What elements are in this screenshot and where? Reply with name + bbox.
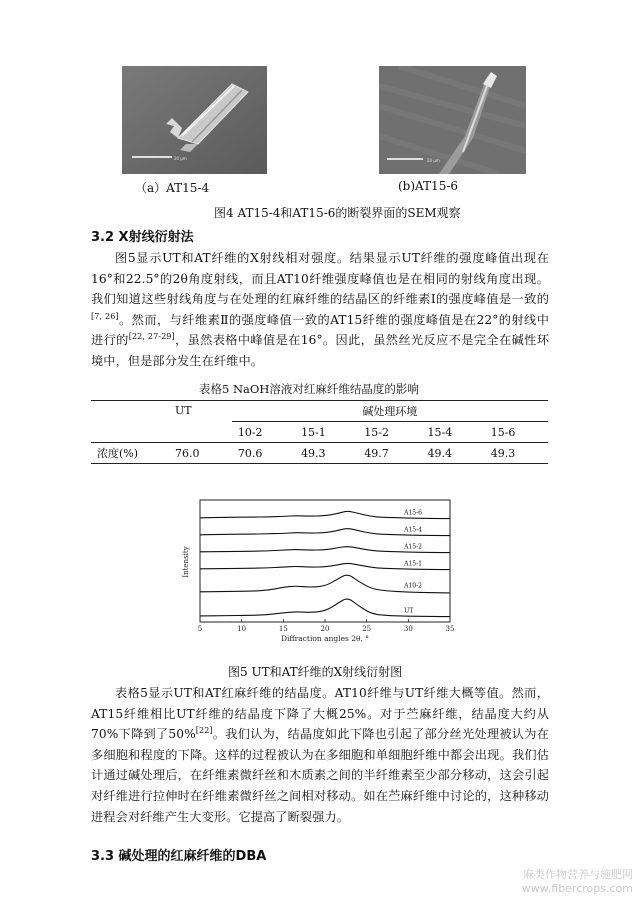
sem-image-at15-4: [122, 66, 267, 174]
x-tick-label: 5: [197, 625, 203, 633]
sem-at15-6-graphic: [379, 66, 526, 174]
watermark-line2: www.fibercrops.com: [521, 882, 633, 895]
para1-text1: 图5显示UT和AT纤维的X射线相对强度。结果显示UT纤维的强度峰值出现在16°和22.5°的2θ角度射线，而且AT10纤维强度峰值也是在相同的射线角度出现。我们知道这些射线角度与在处理的红麻纤维的结晶区的纤维素Ⅰ的强度峰值是一致的: [91, 251, 549, 307]
figure5-caption: 图5 UT和AT纤维的X射线衍射图: [228, 665, 403, 679]
section-3-3-heading: 3.3 碱处理的红麻纤维的DBA: [91, 849, 267, 864]
table5-group-header: 碱处理环境: [232, 401, 548, 422]
table5-ut-value: 76.0: [175, 446, 200, 460]
para2-ref1: [22]: [195, 726, 213, 736]
figure4-panel-a-caption: （a）AT15-4: [135, 181, 210, 195]
watermark: [522, 868, 633, 896]
series-label-a15-6: A15-6: [404, 509, 422, 517]
table5-value: 49.7: [364, 446, 389, 460]
x-tick-label: 25: [362, 625, 372, 633]
table-row: [91, 443, 548, 464]
watermark-line1: 麻类作物营养与施肥网: [523, 868, 633, 881]
figure4-panel-b-caption: (b)AT15-6: [398, 179, 459, 193]
svg-text:20 μm: 20 μm: [427, 158, 440, 163]
table5-grid: [91, 400, 548, 464]
x-tick-label: 10: [237, 625, 247, 633]
xrd-chart: [178, 496, 458, 646]
sem-image-at15-6: [379, 66, 526, 174]
x-tick-label: 15: [278, 625, 288, 633]
table5-value: 70.6: [237, 446, 263, 460]
para2-text2: 。我们认为，结晶度如此下降也引起了部分丝光处理被认为在多细胞和程度的下降。这样的过程被认为在多细胞和单细胞纤维中都会出现。我们估计通过碱处理后，在纤维素微纤丝和木质素之间的半纤维素至少部分移动，这会引起对纤维进行拉伸时在纤维素微纤丝之间相对移动。如在苎麻纤维中讨论的，这种移动进程会对纤维产生大变形。它提高了断裂强力。: [91, 727, 550, 824]
figure4-caption: 图4 AT15-4和AT15-6的断裂界面的SEM观察: [214, 206, 461, 220]
table5-value: 49.3: [301, 446, 326, 460]
table5-subheader: 15-1: [301, 425, 326, 439]
table5-value: 49.3: [490, 446, 516, 460]
series-label-a15-4: A15-4: [404, 526, 422, 534]
sem-at15-4-graphic: [122, 66, 267, 174]
para1-text2: 。然而，与纤维素Ⅱ的强度峰值一致的AT15纤维的强度峰值是在22°的射线中进行的: [91, 312, 549, 348]
table5-subheader: 15-2: [364, 425, 389, 439]
table5-subheader: 15-6: [490, 425, 516, 439]
para2-text1: 表格5显示UT和AT红麻纤维的结晶度。AT10纤维与UT纤维大概等值。然而，AT15纤维相比UT纤维的结晶度下降了大概25%。对于苎麻纤维，结晶度大约从70%下降到了50%: [91, 686, 549, 742]
table5-row-label: 浓度(%): [97, 447, 139, 460]
series-label-a15-2: A15-2: [404, 543, 422, 551]
table5-subheader: 10-2: [237, 425, 263, 439]
x-axis-label: Diffraction angles 2θ, °: [280, 634, 370, 643]
x-tick-label: 20: [320, 625, 330, 633]
paragraph-crystallinity: [91, 683, 549, 827]
table5-value: 49.4: [427, 446, 452, 460]
series-label-a10-2: A10-2: [404, 582, 422, 590]
y-axis-label: Intensity: [182, 546, 190, 578]
table5-corner: [91, 401, 169, 443]
table5-caption: 表格5 NaOH溶液对红麻纤维结晶度的影响: [199, 382, 419, 396]
table5-ut-header: UT: [175, 404, 192, 417]
x-tick-label: 30: [403, 625, 413, 633]
x-tick-label: 35: [445, 625, 455, 633]
section-3-2-heading: 3.2 X射线衍射法: [91, 230, 194, 245]
table5-subheader: 15-4: [427, 425, 453, 439]
series-label-ut: UT: [404, 607, 414, 615]
para1-ref2: [22, 27-29]: [128, 332, 175, 342]
series-label-a15-1: A15-1: [404, 560, 422, 568]
xrd-chart-svg: [178, 496, 458, 646]
paragraph-xrd-results: [91, 248, 549, 372]
svg-text:20 μm: 20 μm: [174, 156, 187, 161]
table5: [91, 400, 548, 464]
para1-text3: ，虽然表格中峰值是在16°。因此，虽然丝光反应不是完全在碱性环境中，但是部分发生在纤维中。: [91, 333, 550, 368]
para1-ref1: [7, 26]: [91, 311, 119, 321]
